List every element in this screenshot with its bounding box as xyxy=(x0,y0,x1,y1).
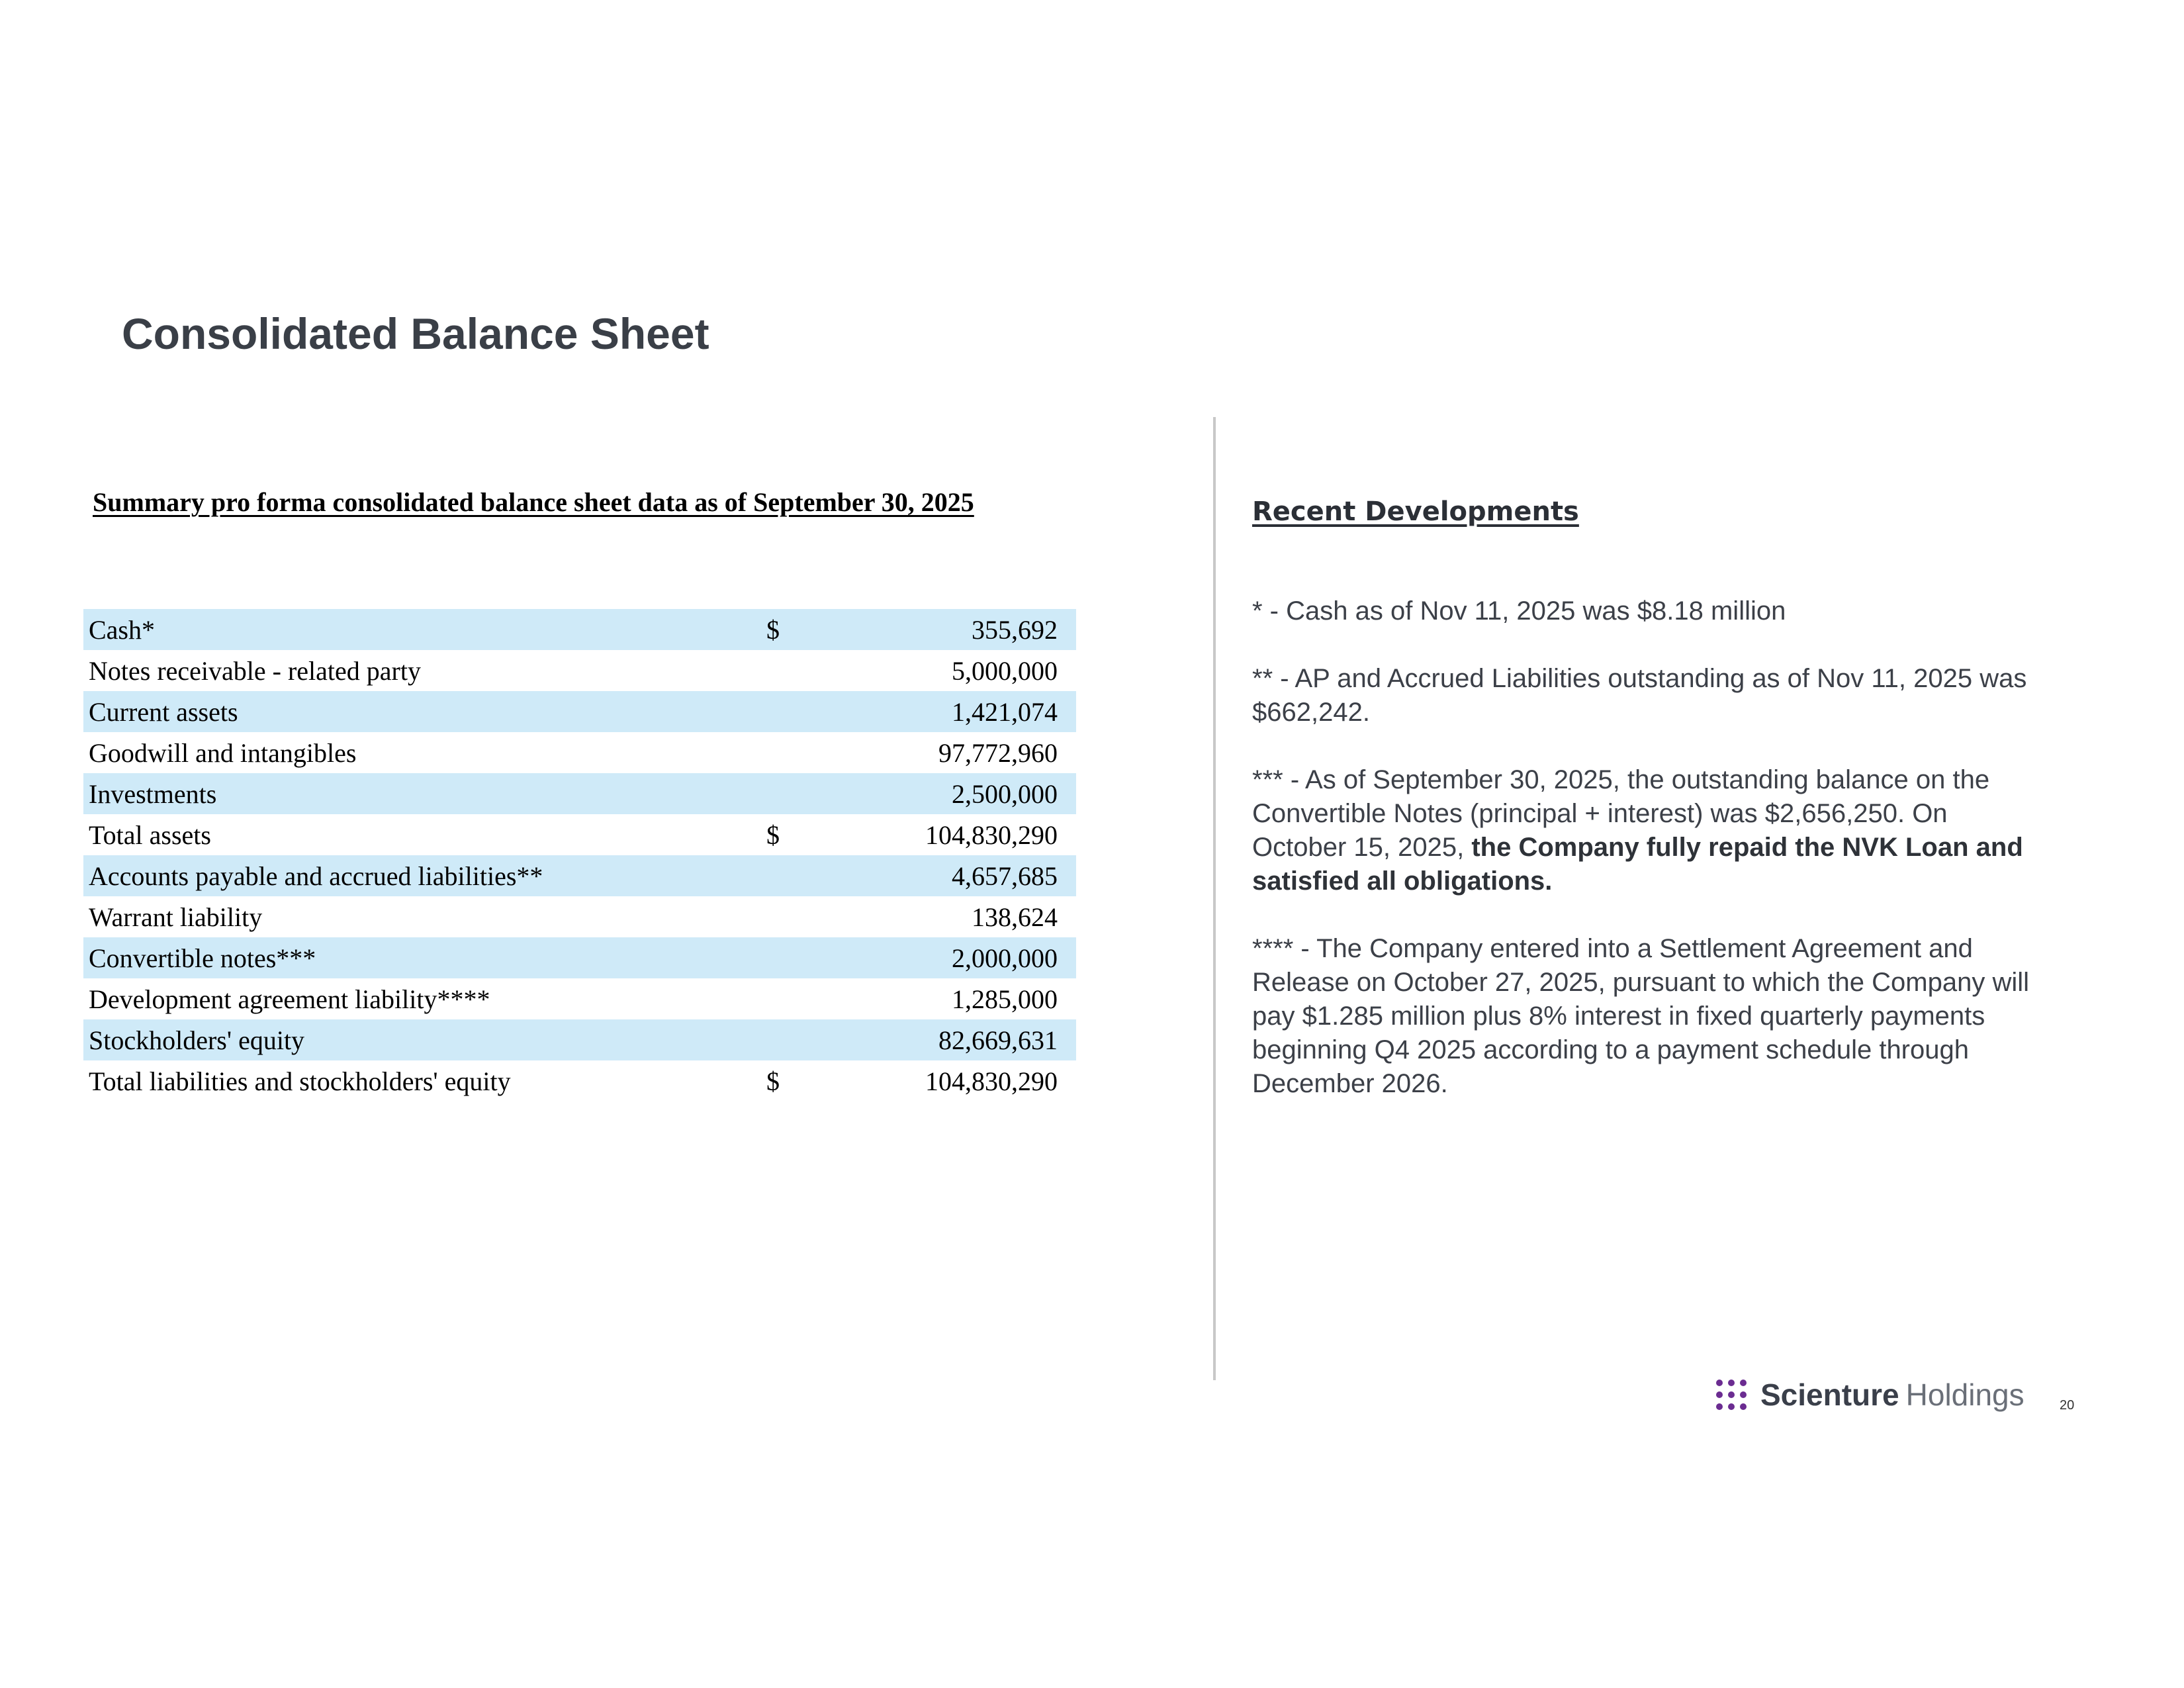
table-row xyxy=(83,978,1076,1019)
row-label: Cash* xyxy=(83,609,766,650)
row-currency xyxy=(766,855,806,896)
row-label: Stockholders' equity xyxy=(83,1019,766,1060)
row-label: Accounts payable and accrued liabilities** xyxy=(83,855,766,896)
table-row xyxy=(83,896,1076,937)
row-currency xyxy=(766,732,806,773)
row-value: 1,421,074 xyxy=(806,691,1076,732)
development-note xyxy=(1252,932,2046,1101)
page-title: Consolidated Balance Sheet xyxy=(122,309,709,358)
table-row xyxy=(83,650,1076,691)
development-note xyxy=(1252,662,2046,729)
row-currency xyxy=(766,650,806,691)
table-row xyxy=(83,1019,1076,1060)
row-currency: $ xyxy=(766,820,780,850)
row-label: Total liabilities and stockholders' equity xyxy=(89,1066,511,1096)
table-row xyxy=(83,814,1076,855)
table-row xyxy=(83,691,1076,732)
note-emphasis: the Company fully repaid the NVK Loan and satisfied all obligations. xyxy=(1252,833,2023,896)
row-value: 4,657,685 xyxy=(806,855,1076,896)
row-label: Total assets xyxy=(89,820,211,850)
row-label: Convertible notes*** xyxy=(83,937,766,978)
recent-developments-notes xyxy=(1252,594,2046,1135)
development-note xyxy=(1252,763,2046,898)
balance-sheet-table xyxy=(83,609,1076,1102)
logo-name-light: Holdings xyxy=(1905,1378,2025,1412)
note-text: ** - AP and Accrued Liabilities outstanding as of Nov 11, 2025 was $662,242. xyxy=(1252,664,2027,727)
row-value: 2,000,000 xyxy=(806,937,1076,978)
balance-sheet-caption: Summary pro forma consolidated balance sheet data as of September 30, 2025 xyxy=(93,487,974,517)
row-label: Notes receivable - related party xyxy=(89,655,421,686)
row-label: Goodwill and intangibles xyxy=(89,737,357,768)
column-divider xyxy=(1213,417,1216,1380)
row-currency: $ xyxy=(766,1066,780,1096)
row-value: 104,830,290 xyxy=(925,820,1058,850)
page-number: 20 xyxy=(2060,1398,2075,1413)
dot-grid-logo-icon xyxy=(1715,1379,1747,1411)
development-note xyxy=(1252,594,2046,628)
table-row xyxy=(83,773,1076,814)
row-label: Warrant liability xyxy=(89,902,263,932)
note-text: *** - As of September 30, 2025, the outstanding balance on the Convertible Notes (principal + interest) was $2,656,250. On October 15, 2025, xyxy=(1252,765,1990,862)
recent-developments-heading: Recent Developments xyxy=(1252,496,1579,527)
row-currency xyxy=(766,1019,806,1060)
row-value: 82,669,631 xyxy=(806,1019,1076,1060)
row-currency xyxy=(766,978,806,1019)
note-text: * - Cash as of Nov 11, 2025 was $8.18 million xyxy=(1252,596,1786,626)
row-value: 355,692 xyxy=(806,609,1076,650)
company-logo xyxy=(1715,1377,2025,1413)
table-row xyxy=(83,732,1076,773)
logo-name-strong: Scienture xyxy=(1760,1378,1899,1412)
row-currency xyxy=(766,691,806,732)
row-label: Current assets xyxy=(83,691,766,732)
row-currency xyxy=(766,896,806,937)
row-value: 138,624 xyxy=(972,902,1058,932)
table-row xyxy=(83,1060,1076,1102)
table-row xyxy=(83,609,1076,650)
row-label: Investments xyxy=(83,773,766,814)
row-value: 2,500,000 xyxy=(806,773,1076,814)
table-row xyxy=(83,855,1076,896)
row-value: 104,830,290 xyxy=(925,1066,1058,1096)
row-value: 1,285,000 xyxy=(952,984,1058,1014)
note-text: **** - The Company entered into a Settlement Agreement and Release on October 27, 2025, pursuant to which the Company will pay $1.285 million plus 8% interest in fixed quarterly payments beginning Q4 2025 according to a payment schedule through December 2026. xyxy=(1252,934,2030,1098)
table-row xyxy=(83,937,1076,978)
row-label: Development agreement liability**** xyxy=(89,984,490,1014)
row-value: 5,000,000 xyxy=(952,655,1058,686)
row-value: 97,772,960 xyxy=(938,737,1058,768)
row-currency xyxy=(766,773,806,814)
row-currency xyxy=(766,937,806,978)
row-currency: $ xyxy=(766,609,806,650)
